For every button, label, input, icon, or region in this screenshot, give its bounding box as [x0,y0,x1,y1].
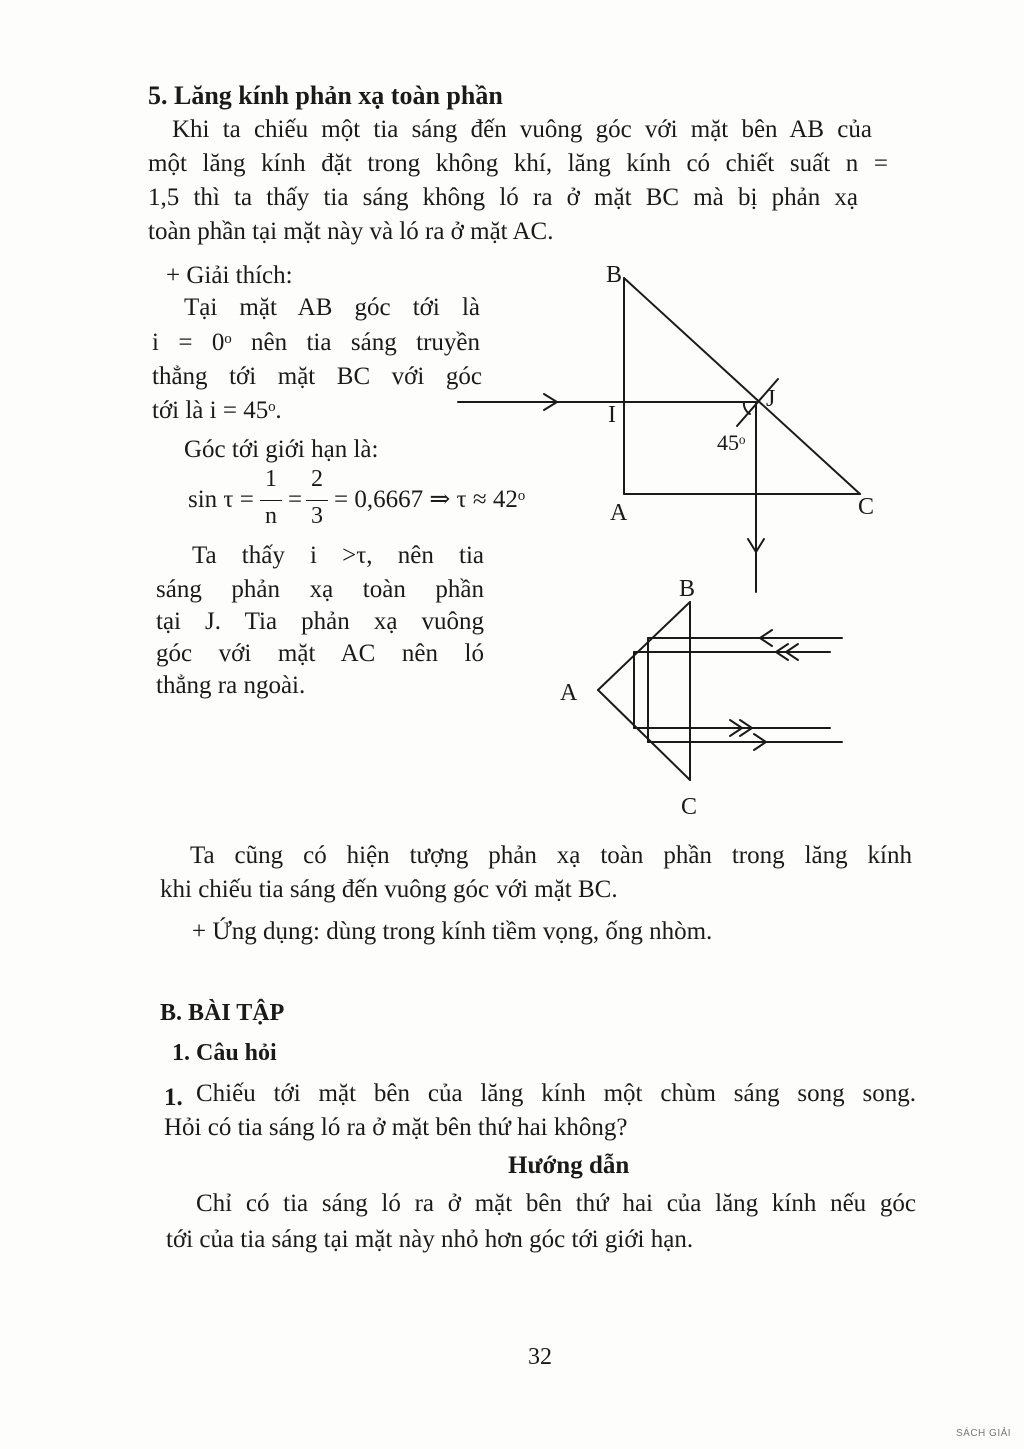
conclusion-line-4: góc với mặt AC nên ló [156,640,484,667]
question-1-number: 1. [164,1084,183,1111]
answer-line-2: tới của tia sáng tại mặt này nhỏ hơn góc tới giới hạn. [166,1226,694,1253]
conclusion-line-1: Ta thấy i >τ, nên tia [192,542,484,569]
page-number: 32 [528,1344,552,1370]
label-b1: B [606,262,623,288]
answer-line-1: Chỉ có tia sáng ló ra ở mặt bên thứ hai của lăng kính nếu góc [196,1190,916,1217]
guide-heading: Hướng dẫn [508,1152,630,1179]
intro-line-3: 1,5 thì ta thấy tia sáng không ló ra ở mặt BC mà bị phản xạ [148,184,858,211]
frac2-numerator: 2 [311,466,323,492]
conclusion-line-5: thẳng ra ngoài. [156,672,306,699]
formula-equals: = [288,486,303,513]
formula-rhs: = 0,6667 ⇒ τ ≈ 42ᵒ [334,486,526,513]
outro-line-2: khi chiếu tia sáng đến vuông góc với mặt BC. [160,876,618,903]
explain-line-4: tới là i = 45ᵒ. [152,397,282,424]
label-c1: C [858,494,875,520]
label-i: I [608,402,616,428]
section-heading: 5. Lăng kính phản xạ toàn phần [148,81,503,110]
intro-line-1: Khi ta chiếu một tia sáng đến vuông góc với mặt bên AB của [172,116,872,143]
face-ac-2 [598,690,690,780]
watermark-logo: SÁCH GIẢI [956,1428,1012,1439]
formula-lhs: sin τ = [188,486,254,513]
intro-line-2: một lăng kính đặt trong không khí, lăng kính có chiết suất n = [148,150,888,177]
explain-line-1: Tại mặt AB góc tới là [184,294,480,321]
outro-line-1: Ta cũng có hiện tượng phản xạ toàn phần trong lăng kính [190,842,912,869]
conclusion-line-2: sáng phản xạ toàn phần [156,576,484,603]
application-line: + Ứng dụng: dùng trong kính tiềm vọng, ống nhòm. [192,918,713,945]
questions-heading: 1. Câu hỏi [172,1040,277,1066]
label-c2: C [681,794,698,820]
question-1-line-1: Chiếu tới mặt bên của lăng kính một chùm sáng song song. [196,1080,916,1107]
explain-label: + Giải thích: [166,262,293,289]
frac1-denominator: n [265,503,277,529]
label-a1: A [610,500,628,526]
label-angle-45: 45ᵒ [717,430,746,455]
explain-line-3: thẳng tới mặt BC với góc [152,363,482,390]
label-b2: B [679,576,696,602]
explain-line-2: i = 0ᵒ nên tia sáng truyền [152,329,480,356]
face-ab-2 [598,602,690,690]
critical-angle-label: Góc tới giới hạn là: [184,436,379,463]
section-b-heading: B. BÀI TẬP [160,1000,285,1026]
label-a2: A [560,680,578,706]
conclusion-line-3: tại J. Tia phản xạ vuông [156,608,484,635]
frac2-denominator: 3 [311,503,323,529]
frac1-numerator: 1 [265,466,277,492]
intro-line-4: toàn phần tại mặt này và ló ra ở mặt AC. [148,218,554,245]
question-1-line-2: Hỏi có tia sáng ló ra ở mặt bên thứ hai không? [164,1114,628,1141]
label-j: J [766,386,776,412]
